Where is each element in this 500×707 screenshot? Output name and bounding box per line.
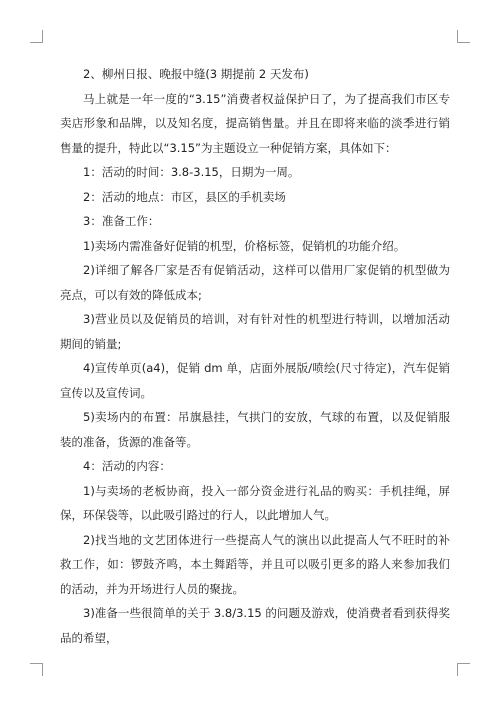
page-corner-mark-bottom-left (30, 663, 43, 676)
activity-location: 2：活动的地点：市区，县区的手机卖场 (83, 189, 286, 204)
preparation-item: 3)营业员以及促销员的培训，对有针对性的机型进行特训，以增加活动期间的销量; (60, 312, 450, 351)
preparation-item: 2)详细了解各厂家是否有促销活动，这样可以借用厂家促销的机型做为亮点，可以有效的降低成本; (60, 263, 450, 302)
activity-time: 1：活动的时间：3.8-3.15，日期为一周。 (83, 165, 300, 179)
document-body (60, 62, 450, 650)
content-item: 3)准备一些很简单的关于 3.8/3.15 的问题及游戏，使消费者看到获得奖品的希望， (60, 606, 450, 645)
section-heading: 2、柳州日报、晚报中缝(3 期提前 2 天发布) (83, 67, 309, 81)
content-item: 1)与卖场的老板协商，投入一部分资金进行礼品的购买：手机挂绳，屏保，环保袋等，以此吸引路过的行人，以此增加人气。 (60, 483, 450, 522)
preparation-item: 4)宣传单页(a4)，促销 dm 单，店面外展版/喷绘(尺寸待定)，汽车促销宣传以及宣传词。 (60, 361, 450, 400)
content-heading: 4：活动的内容： (83, 459, 171, 473)
intro-paragraph: 马上就是一年一度的“3.15”消费者权益保护日了，为了提高我们市区专卖店形象和品牌，以及知名度，提高销售量。并且在即将来临的淡季进行销售量的提升，特此以“3.15”为主题设立一种促销方案，具体如下： (60, 91, 450, 155)
page-corner-mark-top-left (30, 30, 43, 43)
page-corner-mark-top-right (457, 30, 470, 43)
preparation-heading: 3：准备工作： (83, 214, 160, 228)
page-corner-mark-bottom-right (457, 663, 470, 676)
preparation-item: 1)卖场内需准备好促销的机型，价格标签，促销机的功能介绍。 (83, 238, 406, 253)
content-item: 2)找当地的文艺团体进行一些提高人气的演出以此提高人气不旺时的补救工作，如：锣鼓齐鸣，本土舞蹈等，并且可以吸引更多的路人来参加我们的活动，并为开场进行人员的聚拢。 (60, 532, 450, 596)
preparation-item: 5)卖场内的布置：吊旗悬挂，气拱门的安放，气球的布置，以及促销服装的准备，货源的准备等。 (60, 410, 450, 449)
